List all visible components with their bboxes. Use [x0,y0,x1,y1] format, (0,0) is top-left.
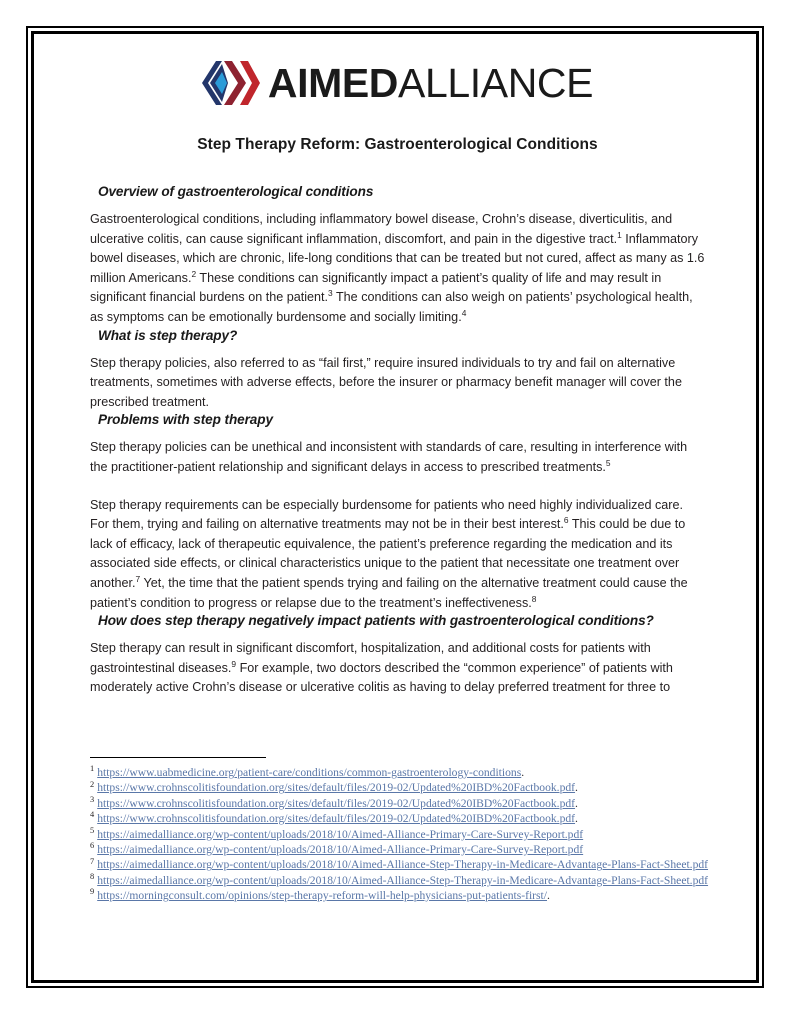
section-heading: How does step therapy negatively impact patients with gastroenterological conditions? [98,613,654,629]
footnote-item [90,780,710,795]
footnote-item [90,796,710,811]
footnote-separator-rule [90,757,266,758]
footnote-reference[interactable]: 4 [461,307,467,318]
section-heading: Problems with step therapy [98,412,273,428]
footnote-number: 1 [90,764,95,774]
footnote-number: 6 [90,841,95,851]
section-heading: Overview of gastroenterological conditions [98,184,374,199]
footnote-number: 2 [90,779,95,789]
footnote-number: 3 [90,794,95,804]
footnote-punctuation: . [575,812,578,826]
footnote-link[interactable]: https://www.uabmedicine.org/patient-care/conditions/common-gastroenterology-conditions [97,766,522,779]
footnote-number: 7 [90,856,95,866]
section-heading: What is step therapy? [98,327,238,343]
footnote-item [90,827,710,842]
footnote-reference[interactable]: 1 [617,229,622,240]
footnote-link[interactable]: https://www.crohnscolitisfoundation.org/sites/default/files/2019-02/Updated%20IBD%20Factbook.pdf [97,781,576,795]
footnote-link[interactable]: https://aimedalliance.org/wp-content/uploads/2018/10/Aimed-Alliance-Primary-Care-Survey-Report.pdf [97,827,584,841]
footnote-link[interactable]: https://aimedalliance.org/wp-content/uploads/2018/10/Aimed-Alliance-Step-Therapy-in-Medicare-Advantage-Plans-Fact-Sheet.pdf [97,858,709,872]
logo-word-aimed: AIMED [267,59,399,106]
body-paragraph: Step therapy can result in significant discomfort, hospitalization, and additional costs for patients with gastrointestinal diseases.$^9$ For example, two doctors described the “common experience” of patients with moderately active Crohn’s disease or ulcerative colitis as having to delay preferred treatment for three to [90,641,673,695]
footnote-item [90,873,710,888]
footnote-number: 5 [90,825,95,835]
footnote-item [90,842,710,857]
footnote-reference[interactable]: 6 [563,514,569,525]
footnote-punctuation: . [575,796,578,810]
footnote-item [90,857,710,872]
footnote-number: 4 [90,810,95,820]
footnote-link[interactable]: https://www.crohnscolitisfoundation.org/sites/default/files/2019-02/Updated%20IBD%20Factbook.pdf [97,796,576,810]
footnote-item [90,811,710,826]
footnote-punctuation: . [575,781,578,795]
footnote-reference[interactable]: 5 [605,457,611,468]
footnote-link[interactable]: https://aimedalliance.org/wp-content/uploads/2018/10/Aimed-Alliance-Primary-Care-Survey-Report.pdf [97,843,584,857]
footnote-punctuation: . [521,766,525,779]
organization-logo [90,52,705,114]
footnote-reference[interactable]: 9 [231,658,237,669]
footnote-link[interactable]: https://aimedalliance.org/wp-content/uploads/2018/10/Aimed-Alliance-Step-Therapy-in-Medicare-Advantage-Plans-Fact-Sheet.pdf [97,873,709,887]
logo-wordmark [267,59,594,106]
footnote-number: 9 [90,887,95,897]
body-paragraph: Step therapy policies, also referred to as “fail first,” require insured individuals to try and fail on alternative treatments, sometimes with adverse effects, before the insurer or pharmacy benefit manager will cover the prescribed treatment. [90,355,682,409]
document-body [90,184,705,698]
footnote-punctuation: . [547,889,550,903]
document-title: Step Therapy Reform: Gastroenterological Conditions [197,136,598,153]
logo-word-alliance: ALLIANCE [398,59,594,106]
footnote-item [90,888,710,903]
aimed-alliance-chevron-logo-icon [202,58,260,108]
footnote-link[interactable]: https://www.crohnscolitisfoundation.org/sites/default/files/2019-02/Updated%20IBD%20Factbook.pdf [97,812,576,826]
footnote-reference[interactable]: 2 [191,268,197,279]
footnote-list [90,765,710,904]
footnote-reference[interactable]: 3 [328,288,333,299]
footnote-reference[interactable]: 7 [135,573,141,584]
footnote-reference[interactable]: 8 [531,593,537,604]
footnote-item [90,765,710,780]
body-paragraph: Step therapy requirements can be especially burdensome for patients who need highly individualized care. For them, trying and failing on alternative treatments may not be in their best interest.$^6$ This could be due to lack of efficacy, lack of therapeutic equivalence, the patient’s preference regarding the medication and its associated side effects, or clinical characteristics unique to the patient that necessitate one treatment over another.$^7$ Yet, the time that the patient spends trying and failing on the alternative treatment could cause the patient’s condition to progress or relapse due to the treatment’s ineffectiveness.$^8$ [90,497,688,610]
footnotes-block [90,757,710,904]
body-paragraph: Step therapy policies can be unethical and inconsistent with standards of care, resulting in interference with the practitioner-patient relationship and significant delays in access to prescribed treatments.$^5$ [90,440,688,474]
footnote-number: 8 [90,871,95,881]
footnote-link[interactable]: https://morningconsult.com/opinions/step-therapy-reform-will-help-physicians-put-patients-first/ [97,889,548,903]
body-paragraph: Gastroenterological conditions, including inflammatory bowel disease, Crohn’s disease, diverticulitis, and ulcerative colitis, can cause significant inflammation, discomfort, and pain in the digestive tract.$^1$ Inflammatory bowel diseases, which are chronic, life-long conditions that can be treated but not cured, affect as many as 1.6 million Americans.$^2$ These conditions can significantly impact a patient’s quality of life and may result in significant financial burdens on the patient.$^3$ The conditions can also weigh on patients’ psychological health, as symptoms can be emotionally burdensome and socially limiting.$^4$ [90,212,705,324]
